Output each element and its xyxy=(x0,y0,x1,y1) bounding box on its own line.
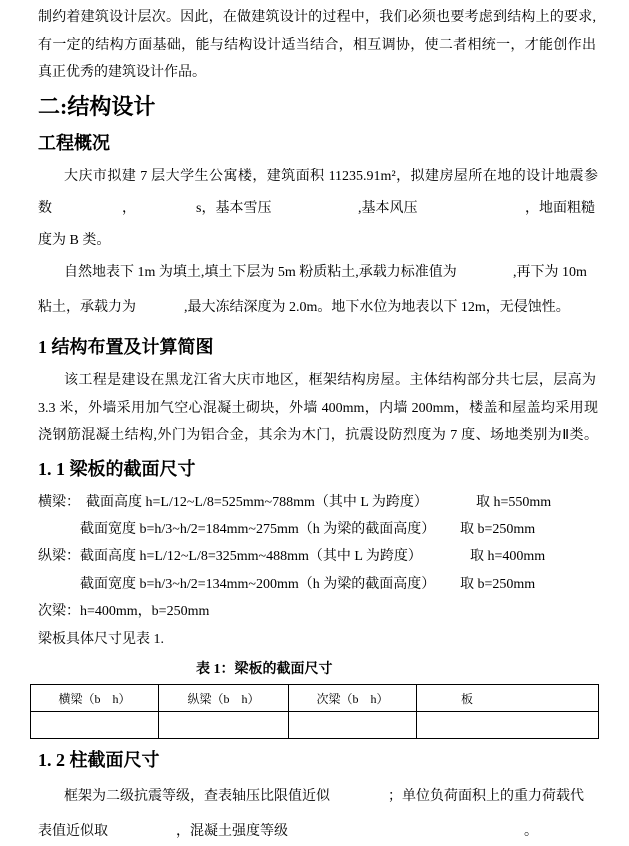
overview-p1-line-2-seg-3: s，基本雪压 xyxy=(196,201,272,216)
column-line-2-seg-1: 表值近似取 xyxy=(38,824,108,839)
layout-line-2: 3.3 米，外墙采用加气空心混凝土砌块，外墙 400mm，内墙 200mm，楼盖和屋盖均采用现 xyxy=(38,401,598,416)
overview-p2-line-1-seg-1: 自然地表下 1m 为填土,填土下层为 5m 粉质粘土,承载力标准值为 xyxy=(64,265,457,280)
table-header-cell: 次梁（b h） xyxy=(289,685,417,712)
table-header-row xyxy=(31,685,599,712)
overview-p2-line-2-seg-1: 粘土，承载力为 xyxy=(38,300,136,315)
overview-p1-line-3: 度为 B 类。 xyxy=(38,233,111,248)
table-caption: 表 1：梁板的截面尺寸 xyxy=(196,662,333,677)
layout-section-title: 1 结构布置及计算简图 xyxy=(38,337,214,357)
overview-title: 工程概况 xyxy=(38,133,110,153)
column-line-2-seg-2: ，混凝土强度等级 xyxy=(176,824,288,839)
beam-row-result: 取 h=550mm xyxy=(476,495,552,510)
column-line-1-seg-2: ；单位负荷面积上的重力荷载代 xyxy=(388,789,584,804)
overview-p1-line-1: 大庆市拟建 7 层大学生公寓楼，建筑面积 11235.91m²，拟建房屋所在地的设计地震参 xyxy=(64,169,598,184)
table-cell xyxy=(289,712,417,739)
beam-row-label: 纵梁： xyxy=(38,549,80,564)
beam-row-label: 横梁： xyxy=(38,495,80,510)
beam-row-calc: 截面宽度 b=h/3~h/2=134mm~200mm（h 为梁的截面高度） xyxy=(80,577,436,592)
overview-p2-line-2-seg-2: ,最大冻结深度为 2.0m。地下水位为地表以下 12m，无侵蚀性。 xyxy=(184,300,570,315)
column-line-2-seg-3: 。 xyxy=(524,824,538,839)
secondary-beam-size: 次梁：h=400mm，b=250mm xyxy=(38,604,210,619)
table-header-cell: 纵梁（b h） xyxy=(159,685,289,712)
table-cell xyxy=(417,712,599,739)
table-reference-note: 梁板具体尺寸见表 1. xyxy=(38,632,164,647)
beam-row-result: 取 b=250mm xyxy=(460,522,536,537)
table-header-cell: 板 xyxy=(417,685,599,712)
beam-row-calc: 截面高度 h=L/12~L/8=525mm~788mm（其中 L 为跨度） xyxy=(86,495,428,510)
beam-row-calc: 截面宽度 b=h/3~h/2=184mm~275mm（h 为梁的截面高度） xyxy=(80,522,436,537)
overview-p1-line-2-seg-2: ， xyxy=(122,201,136,216)
beam-section-title: 1. 1 梁板的截面尺寸 xyxy=(38,459,196,479)
overview-p2-line-1-seg-2: ,再下为 10m xyxy=(513,265,587,280)
overview-p1-line-2-seg-5: ，地面粗糙 xyxy=(525,201,595,216)
overview-p1-line-2-seg-4: ,基本风压 xyxy=(358,201,418,216)
overview-p1-line-2-seg-1: 数 xyxy=(38,201,52,216)
column-line-1-seg-1: 框架为二级抗震等级，查表轴压比限值近似 xyxy=(64,789,330,804)
beam-row-result: 取 h=400mm xyxy=(470,549,546,564)
beam-row-result: 取 b=250mm xyxy=(460,577,536,592)
column-section-title: 1. 2 柱截面尺寸 xyxy=(38,750,160,770)
intro-line-3: 真正优秀的建筑设计作品。 xyxy=(38,65,206,80)
table-row xyxy=(31,712,599,739)
intro-line-2: 有一定的结构方面基础，能与结构设计适当结合，相互调协，使二者相统一，才能创作出 xyxy=(38,38,596,53)
table-cell xyxy=(31,712,159,739)
beam-row-calc: 截面高度 h=L/12~L/8=325mm~488mm（其中 L 为跨度） xyxy=(80,549,422,564)
layout-line-1: 该工程是建设在黑龙江省大庆市地区，框架结构房屋。主体结构部分共七层，层高为 xyxy=(64,373,596,388)
layout-line-3: 浇钢筋混凝土结构,外门为铝合金，其余为木门，抗震设防烈度为 7 度、场地类别为Ⅱ类。 xyxy=(38,428,598,443)
table-header-cell: 横梁（b h） xyxy=(31,685,159,712)
beam-slab-size-table xyxy=(30,684,599,739)
intro-line-1: 制约着建筑设计层次。因此，在做建筑设计的过程中，我们必须也要考虑到结构上的要求, xyxy=(38,10,596,25)
table-cell xyxy=(159,712,289,739)
section-title: 二:结构设计 xyxy=(38,94,156,119)
